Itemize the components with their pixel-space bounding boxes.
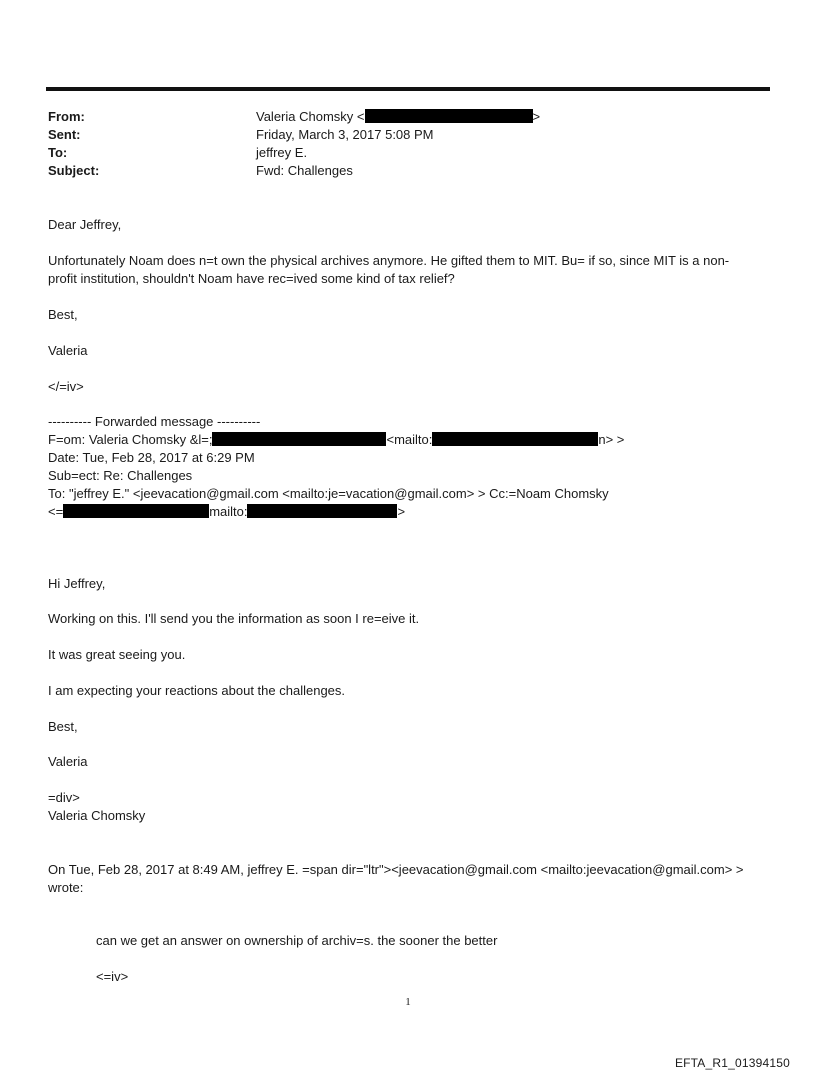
forward-cc-mailto: mailto: xyxy=(209,504,248,519)
subject-label: Subject: xyxy=(48,163,100,178)
reply-line2: It was great seeing you. xyxy=(48,647,186,662)
from-name: Valeria Chomsky < xyxy=(256,109,365,124)
forward-from-line xyxy=(48,431,624,449)
sent-value: Friday, March 3, 2017 5:08 PM xyxy=(256,127,434,142)
redaction-block xyxy=(247,504,397,518)
body-div-tag: </=iv> xyxy=(48,379,84,394)
subject-value: Fwd: Challenges xyxy=(256,163,353,178)
forward-separator: ---------- Forwarded message ---------- xyxy=(48,414,261,429)
forward-from-tail: n> > xyxy=(598,432,625,447)
reply-closing: Best, xyxy=(48,719,78,734)
redaction-block xyxy=(365,109,533,123)
reply-signature: Valeria xyxy=(48,754,88,769)
redaction-block xyxy=(212,432,386,446)
page-number: 1 xyxy=(405,996,411,1008)
forward-cc-line xyxy=(48,503,405,521)
forward-to-line: To: "jeffrey E." <jeevacation@gmail.com <mailto:je=vacation@gmail.com> > Cc:=Noam Chomsky xyxy=(48,486,609,501)
redaction-block xyxy=(63,504,209,518)
sent-label: Sent: xyxy=(48,127,81,142)
from-value xyxy=(256,108,540,126)
to-label: To: xyxy=(48,145,68,160)
body-para1-line1: Unfortunately Noam does n=t own the physical archives anymore. He gifted them to MIT. Bu= if so, since MIT is a non- xyxy=(48,253,730,268)
forward-from-prefix: F=om: Valeria Chomsky &l=; xyxy=(48,432,213,447)
header-rule xyxy=(46,87,770,91)
body-para1-line2: profit institution, shouldn't Noam have rec=ived some kind of tax relief? xyxy=(48,271,455,286)
quote-attribution-line1: On Tue, Feb 28, 2017 at 8:49 AM, jeffrey E. =span dir="ltr"><jeevacation@gmail.com <mailto:jeevacation@gmail.com> > xyxy=(48,862,744,877)
from-tail: > xyxy=(532,109,541,124)
body-closing: Best, xyxy=(48,307,78,322)
reply-full-name: Valeria Chomsky xyxy=(48,808,146,823)
body-signature: Valeria xyxy=(48,343,88,358)
forward-subject: Sub=ect: Re: Challenges xyxy=(48,468,193,483)
document-id: EFTA_R1_01394150 xyxy=(674,1056,790,1070)
forward-cc-prefix: <= xyxy=(48,504,64,519)
quote-div-tag: <=iv> xyxy=(96,969,129,984)
to-value: jeffrey E. xyxy=(256,145,308,160)
from-label: From: xyxy=(48,109,85,124)
redaction-block xyxy=(432,432,598,446)
reply-line3: I am expecting your reactions about the challenges. xyxy=(48,683,346,698)
quote-attribution-line2: wrote: xyxy=(48,880,84,895)
forward-from-mailto: <mailto: xyxy=(386,432,433,447)
reply-greeting: Hi Jeffrey, xyxy=(48,576,106,591)
quote-text: can we get an answer on ownership of archiv=s. the sooner the better xyxy=(96,933,498,948)
reply-div-tag: =div> xyxy=(48,790,80,805)
body-greeting: Dear Jeffrey, xyxy=(48,217,122,232)
reply-line1: Working on this. I'll send you the information as soon I re=eive it. xyxy=(48,611,420,626)
forward-cc-tail: > xyxy=(397,504,406,519)
forward-date: Date: Tue, Feb 28, 2017 at 6:29 PM xyxy=(48,450,255,465)
